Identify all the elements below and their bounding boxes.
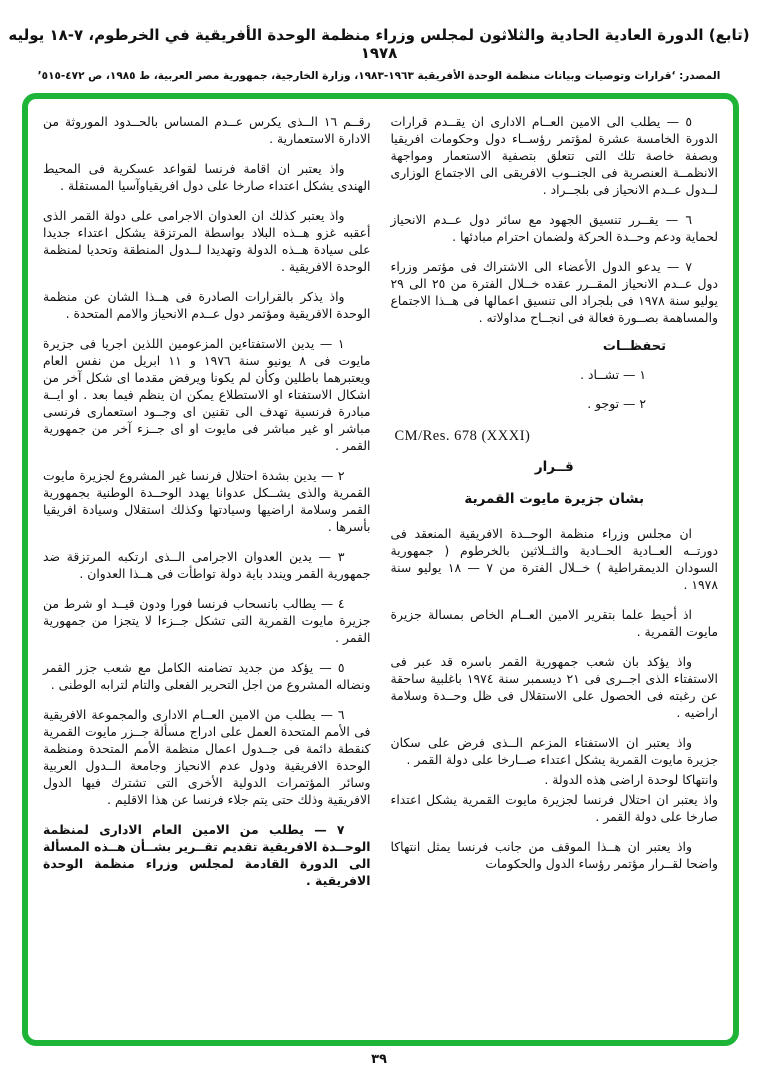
operative-item-3: ٣ — يدين العدوان الاجرامى الــذى ارتكبه المرتزقة ضد جمهورية القمر ويندد باية دولة تواطأت فى هــذا العدوان . — [43, 549, 371, 581]
reservation-togo: ٢ — توجو . — [587, 396, 646, 411]
reservations-heading: تحفظــات — [602, 339, 666, 354]
preamble-violation: وانتهاكا لوحدة اراضى هذه الدولة . — [544, 772, 718, 787]
paragraph-item-6: ٦ — يقــرر تنسيق الجهود مع سائر دول عــدم الانحياز لحماية ودعم وحــدة الحركة ولضمان احترام مبادئها . — [390, 212, 718, 244]
text-columns — [43, 113, 718, 1030]
document-border-box — [22, 93, 739, 1046]
operative-item-1: ١ — يدين الاستفتاءين المزعومين اللذين اجريا فى جزيرة مايوت فى ٨ يونيو سنة ١٩٧٦ و ١١ ابريل من نفس العام ويعتبرهما باطلين وكأن لم يكونا ويرفض مقدما اى شكل آخر من اشكال الاستفتاء او الاستطلاع يمكن ان ينظم فيما بعد . او ايــة مبادرة فرنسية تهدف الى تقنين اى وجــود استعمارى فرنسى مباشر او غير مباشر فى مايوت او اى جــزء آخر من جمهورية القمر . — [43, 336, 371, 453]
operative-item-6: ٦ — يطلب من الامين العــام الادارى والمجموعة الافريقية فى الأمم المتحدة العمل على ادراج مسألة جــزر مايوت القمرية كنقطة دائمة فى جــدول اعمال منظمة الأمم المتحدة ومنظمة الوحدة الافريقية ودول عدم الانحياز وجامعة الــدول العربية وسائر المؤتمرات الدولية الأخرى التى تشترك فيها الدول الافريقية وذلك حتى يتم جلاء فرنسا عن هذا الاقليم . — [43, 707, 371, 807]
resolution-reference: CM/Res. 678 (XXXI) — [394, 428, 531, 444]
preamble-occupation: واذ يعتبر ان احتلال فرنسا لجزيرة مايوت القمرية يشكل اعتداء صارخا على دولة القمر . — [390, 792, 718, 824]
operative-item-5: ٥ — يؤكد من جديد تضامنه الكامل مع شعب جزر القمر ونضاله المشروع من اجل التحرير الفعلى والتام لترابه الوطنى . — [43, 660, 371, 692]
preamble-mercenary-aggression: واذ يعتبر كذلك ان العدوان الاجرامى على دولة القمر الذى أعقبه غزو هــذه البلاد بواسطة المرتزقة يشكل اعتداء جديدا على سيادة هــذه الدولة وتهديدا لــدول المنطقة وتحديا لمنظمة الوحدة الافريقية . — [43, 208, 371, 274]
operative-item-4: ٤ — يطالب بانسحاب فرنسا فورا ودون قيــد او شرط من جزيرة مايوت القمرية التى تشكل جــزءا لا يتجزا من جمهورية القمر . — [43, 596, 371, 645]
session-title: (تابع) الدورة العادية الحادية والثلاثون لمجلس وزراء منظمة الوحدة الأفريقية في الخرطوم، ٧-١٨ يوليه ١٩٧٨ — [8, 26, 750, 62]
page-footer — [0, 1048, 758, 1067]
decree-heading: قــرار — [534, 459, 574, 475]
page-header — [0, 26, 758, 82]
preamble-france-position: واذ يعتبر ان هــذا الموقف من جانب فرنسا يمثل انتهاكا واضحا لقــرار مؤتمر رؤساء الدول والحكومات — [390, 839, 718, 871]
operative-item-2: ٢ — يدين بشدة احتلال فرنسا غير المشروع لجزيرة مايوت القمرية والذى يشــكل عدوانا يهدد الوحــدة الوطنية بجمهورية القمر وسلامة اراضيها وسيادتها وكذلك استقلال وسيادة افريقيا بأسرها . — [43, 468, 371, 534]
preamble-alleged-referendum: واذ يعتبر ان الاستفتاء المزعم الــذى فرض على سكان جزيرة مايوت القمرية يشكل اعتداء صــارخا على دولة القمر . — [390, 735, 718, 767]
column-left — [43, 113, 371, 1030]
paragraph-item-5: ٥ — يطلب الى الامين العــام الادارى ان يقــدم قرارات الدورة الخامسة عشرة لمؤتمر رؤســاء دول وحكومات افريقيا وبصفة خاصة تلك التى تتعلق بتصفية الاستعمار ومواجهة الانظمــة العنصرية فى الجنــوب الافريقى الى الاجتماع الوزارى لــدول عــدم الانحياز فى بلجــراد . — [390, 114, 718, 197]
continuation-resolution-16: رقــم ١٦ الــذى يكرس عــدم المساس بالحــدود الموروثة من الادارة الاستعمارية . — [43, 114, 371, 146]
operative-item-7: ٧ — يطلب من الامين العام الادارى لمنظمة الوحــدة الافريقية تقديم تقــرير بشــأن هــذه المسألة الى الدورة القادمة لمجلس وزراء منظمة الوحدة الافريقية . — [43, 822, 371, 888]
preamble-prior-resolutions: واذ يذكر بالقرارات الصادرة فى هــذا الشان عن منظمة الوحدة الافريقية ومؤتمر دول عــدم الانحياز والامم المتحدة . — [43, 289, 371, 321]
preamble-military-bases: واذ يعتبر ان اقامة فرنسا لقواعد عسكرية فى المحيط الهندى يشكل اعتداء صارخا على دول افريقياوآسيا المستقلة . — [43, 161, 371, 193]
source-citation: المصدر: ‘قرارات وتوصيات وبيانات منظمة الوحدة الأفريقية ١٩٦٣-١٩٨٣، وزارة الخارجية، جمهورية مصر العربية، ط ١٩٨٥، ص ٤٧٢-٥١٥’ — [37, 70, 721, 82]
decree-subject-heading: بشان جزيرة مايوت القمرية — [464, 491, 645, 507]
paragraph-item-7: ٧ — يدعو الدول الأعضاء الى الاشتراك فى مؤتمر وزراء دول عــدم الانحياز المقــرر عقده خــلال الفترة من ٢٥ الى ٢٩ يوليو سنة ١٩٧٨ فى بلجراد الى تنسيق اعمالها فى هــذا الاجتماع والمساهمة بصــورة فعالة فى انجــاح مداولاته . — [390, 259, 719, 325]
preamble-council: ان مجلس وزراء منظمة الوحــدة الافريقية المنعقد فى دورتــه العــادية الحــادية والثــلاثين بالخرطوم ( جمهورية السودان الديمقراطية ) خــلال الفترة من ٧ — ١٨ يوليو سنة ١٩٧٨ . — [390, 526, 718, 592]
reservation-chad: ١ — تشــاد . — [580, 367, 646, 382]
preamble-referendum: واذ يؤكد بان شعب جمهورية القمر باسره قد عبر فى الاستفتاء الذى اجــرى فى ٢١ ديسمبر سنة ١٩٧٤ باغلبية ساحقة عن رغبته فى الحصول على الاستقلال فى ظل وحــدة وسلامة اراضيه . — [390, 654, 718, 720]
page-number: ٣٩ — [371, 1052, 387, 1067]
preamble-report: اذ أحيط علما بتقرير الامين العــام الخاص بمسالة جزيرة مايوت القمرية . — [390, 607, 718, 639]
column-right — [391, 113, 719, 1030]
